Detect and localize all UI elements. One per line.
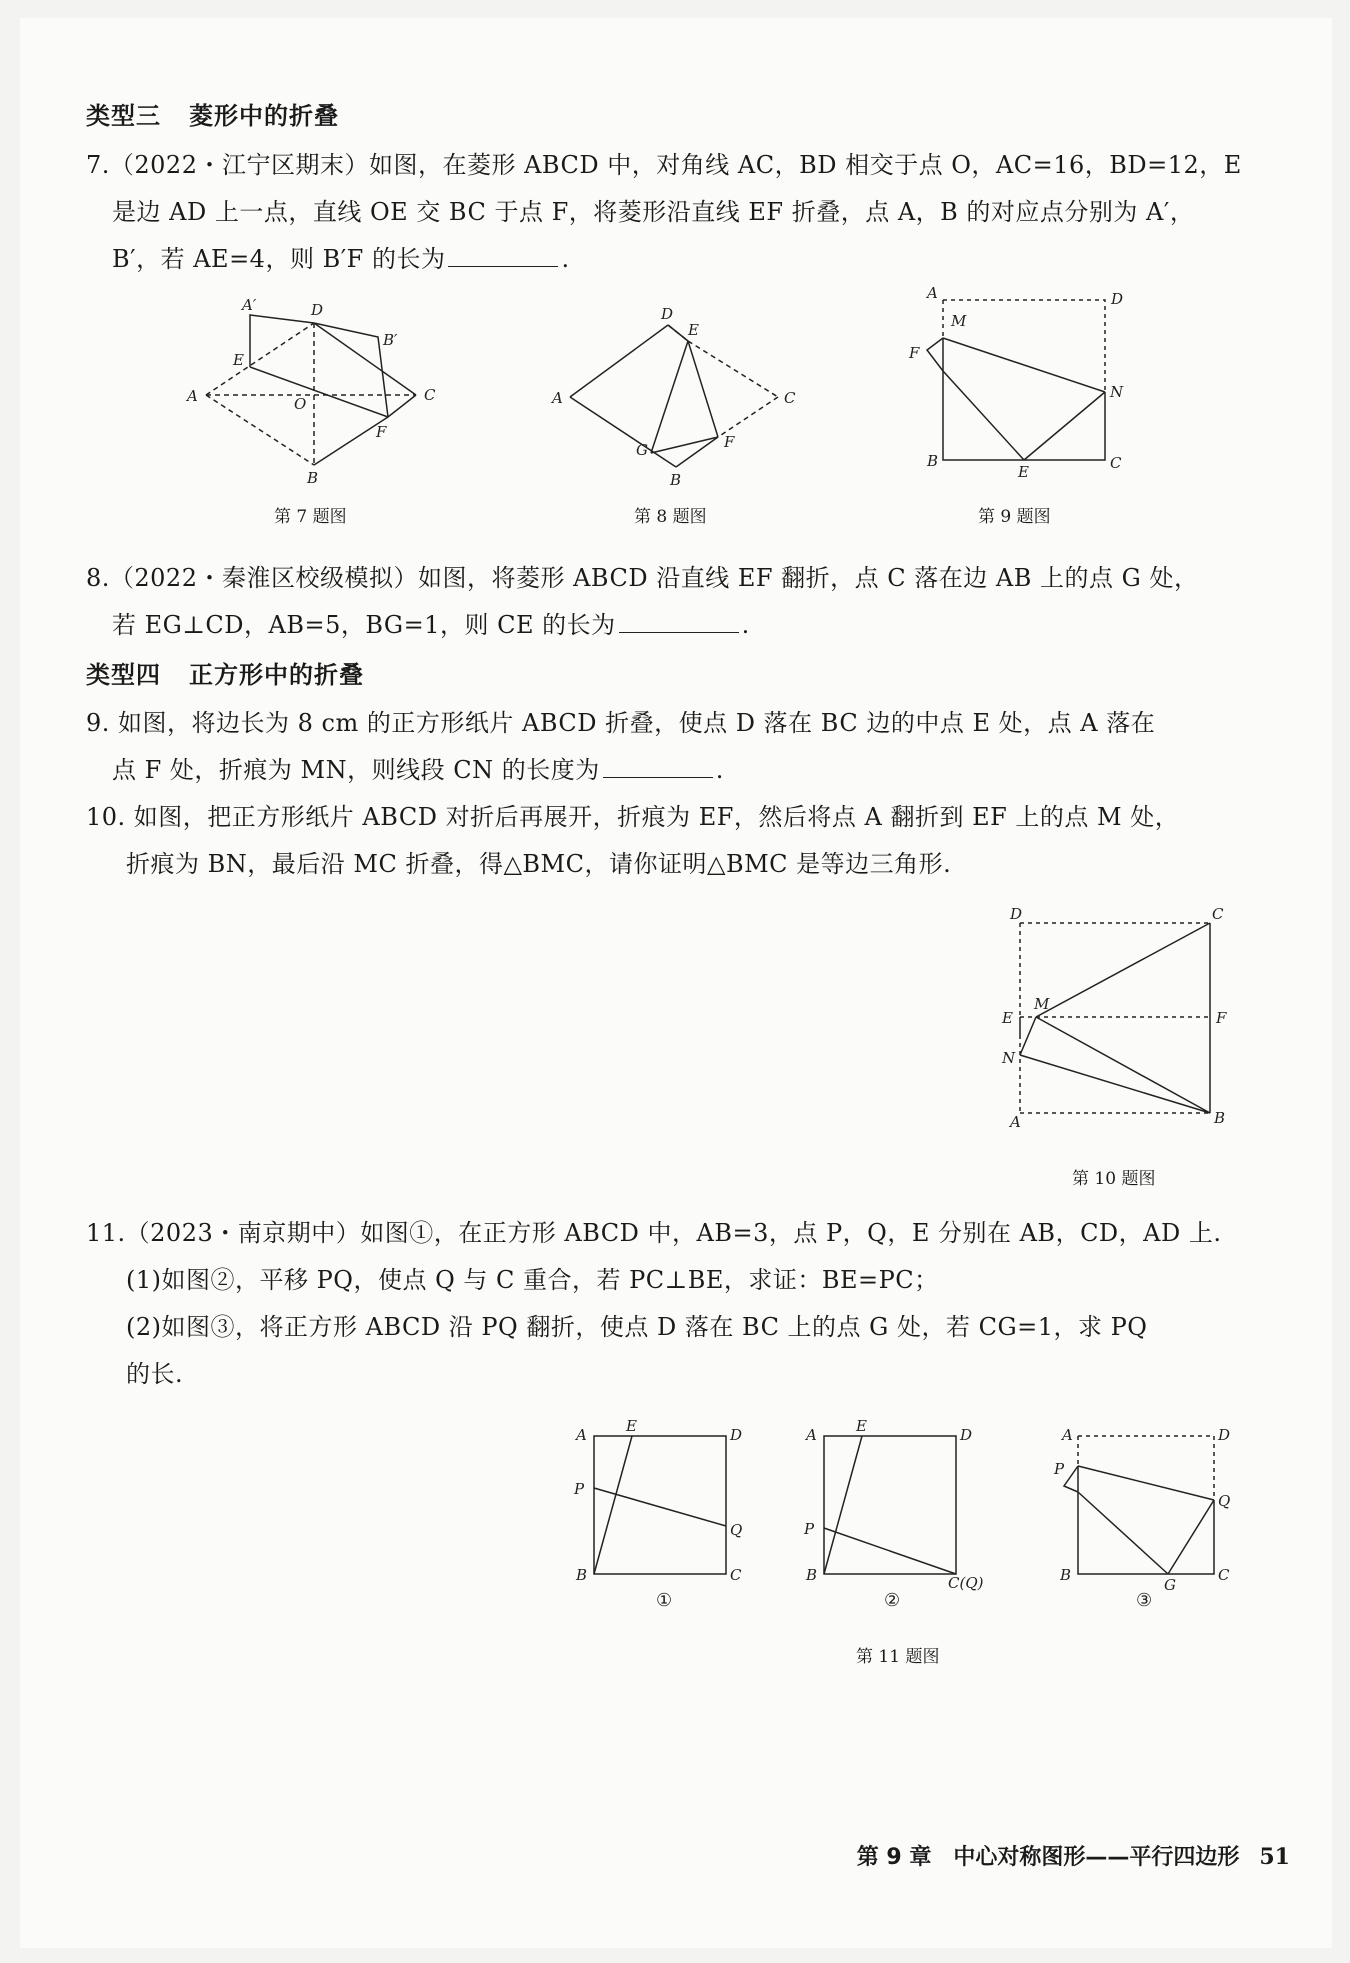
figure-8 — [548, 305, 808, 495]
q7-line3: B′，若 AE=4，则 B′F 的长为 . — [112, 245, 570, 273]
label-D: D — [1218, 1426, 1231, 1444]
section-title: 菱形中的折叠 — [189, 102, 339, 130]
label-A: A — [1010, 1113, 1021, 1131]
caption-figure-8: 第 8 题图 — [634, 507, 707, 527]
q8-line1: 8.（2022・秦淮区校级模拟）如图，将菱形 ABCD 沿直线 EF 翻折，点 C 落在边 AB 上的点 G 处， — [86, 564, 1199, 592]
answer-blank[interactable] — [619, 631, 739, 633]
label-E: E — [626, 1417, 637, 1435]
label-CQ: C(Q) — [948, 1574, 984, 1592]
label-C: C — [784, 389, 796, 407]
label-Q: Q — [1218, 1492, 1231, 1510]
label-D: D — [661, 305, 674, 323]
answer-blank[interactable] — [603, 776, 713, 778]
section-number: 类型三 — [86, 102, 161, 130]
label-F: F — [376, 423, 387, 441]
figure-number-1: ① — [656, 1590, 673, 1611]
label-N: N — [1002, 1049, 1016, 1067]
label-B1: B′ — [383, 331, 398, 349]
figure-11-1 — [568, 1417, 748, 1611]
label-C: C — [424, 386, 436, 404]
label-B: B — [670, 471, 682, 489]
page-footer — [857, 1840, 1290, 1871]
chapter-title: 第 9 章 中心对称图形——平行四边形 — [856, 1845, 1240, 1870]
label-P: P — [1054, 1460, 1065, 1478]
label-B: B — [927, 452, 939, 470]
label-D: D — [1010, 905, 1023, 923]
figure-number-2: ② — [884, 1590, 901, 1611]
q10-line2: 折痕为 BN，最后沿 MC 折叠，得△BMC，请你证明△BMC 是等边三角形. — [126, 850, 952, 878]
caption-figure-7: 第 7 题图 — [274, 507, 347, 527]
q9-line2: 点 F 处，折痕为 MN，则线段 CN 的长度为 . — [112, 756, 724, 784]
label-C: C — [1212, 905, 1224, 923]
label-D: D — [960, 1426, 973, 1444]
section-heading-3 — [86, 96, 339, 131]
q10-line1: 10. 如图，把正方形纸片 ABCD 对折后再展开，折痕为 EF，然后将点 A 翻折到 EF 上的点 M 处， — [86, 803, 1180, 831]
label-F: F — [1216, 1009, 1227, 1027]
label-A: A — [1062, 1426, 1073, 1444]
caption-figure-11: 第 11 题图 — [856, 1647, 940, 1667]
label-A: A — [187, 387, 198, 405]
q8-line2: 若 EG⊥CD，AB=5，BG=1，则 CE 的长为 . — [112, 611, 750, 639]
label-P: P — [804, 1520, 815, 1538]
label-G: G — [636, 441, 648, 459]
label-E: E — [1018, 463, 1029, 481]
label-E: E — [856, 1417, 867, 1435]
label-D: D — [730, 1426, 743, 1444]
label-O: O — [294, 395, 307, 413]
label-A: A — [552, 389, 563, 407]
label-B: B — [1060, 1566, 1072, 1584]
label-P: P — [574, 1480, 585, 1498]
label-C: C — [1218, 1566, 1230, 1584]
label-M: M — [1034, 995, 1050, 1013]
label-C: C — [1110, 454, 1122, 472]
label-B: B — [307, 469, 319, 487]
figure-10 — [1000, 905, 1227, 1131]
label-E: E — [233, 351, 244, 369]
section-number: 类型四 — [86, 661, 161, 689]
figure-number-3: ③ — [1136, 1590, 1153, 1611]
label-C: C — [730, 1566, 742, 1584]
q7-line2: 是边 AD 上一点，直线 OE 交 BC 于点 F，将菱形沿直线 EF 折叠，点 A，B 的对应点分别为 A′， — [112, 198, 1195, 226]
label-F: F — [724, 433, 735, 451]
q7-line1: 7.（2022・江宁区期末）如图，在菱形 ABCD 中，对角线 AC，BD 相交于点 O，AC=16，BD=12，E — [86, 151, 1242, 179]
label-Q: Q — [730, 1521, 743, 1539]
q11-line3: (2)如图③，将正方形 ABCD 沿 PQ 翻折，使点 D 落在 BC 上的点 G 处，若 CG=1，求 PQ — [126, 1313, 1148, 1341]
answer-blank[interactable] — [448, 265, 558, 267]
q11-line2: (1)如图②，平移 PQ，使点 Q 与 C 重合，若 PC⊥BE，求证：BE=PC； — [126, 1266, 939, 1294]
label-G: G — [1164, 1576, 1176, 1594]
label-A1: A′ — [242, 296, 257, 314]
q11-line1: 11.（2023・南京期中）如图①，在正方形 ABCD 中，AB=3，点 P，Q，E 分别在 AB，CD，AD 上. — [86, 1219, 1222, 1247]
label-A: A — [927, 284, 938, 302]
section-title: 正方形中的折叠 — [189, 661, 364, 689]
q11-line4: 的长. — [126, 1360, 184, 1388]
label-D: D — [311, 301, 324, 319]
figure-11-2 — [798, 1417, 988, 1611]
label-A: A — [806, 1426, 817, 1444]
caption-figure-10: 第 10 题图 — [1072, 1169, 1156, 1189]
label-F: F — [909, 344, 920, 362]
figure-9 — [905, 284, 1125, 481]
label-N: N — [1110, 383, 1124, 401]
label-E: E — [1002, 1009, 1013, 1027]
section-heading-4 — [86, 655, 364, 690]
label-E: E — [688, 321, 699, 339]
q9-line1: 9. 如图，将边长为 8 cm 的正方形纸片 ABCD 折叠，使点 D 落在 BC 边的中点 E 处，点 A 落在 — [86, 709, 1156, 737]
label-B: B — [806, 1566, 818, 1584]
figure-7 — [180, 295, 440, 485]
figure-11-3 — [1050, 1420, 1230, 1610]
label-A: A — [576, 1426, 587, 1444]
page-number: 51 — [1259, 1844, 1290, 1870]
label-D: D — [1111, 290, 1124, 308]
caption-figure-9: 第 9 题图 — [978, 507, 1051, 527]
label-B: B — [1214, 1109, 1226, 1127]
label-B: B — [576, 1566, 588, 1584]
label-M: M — [951, 312, 967, 330]
